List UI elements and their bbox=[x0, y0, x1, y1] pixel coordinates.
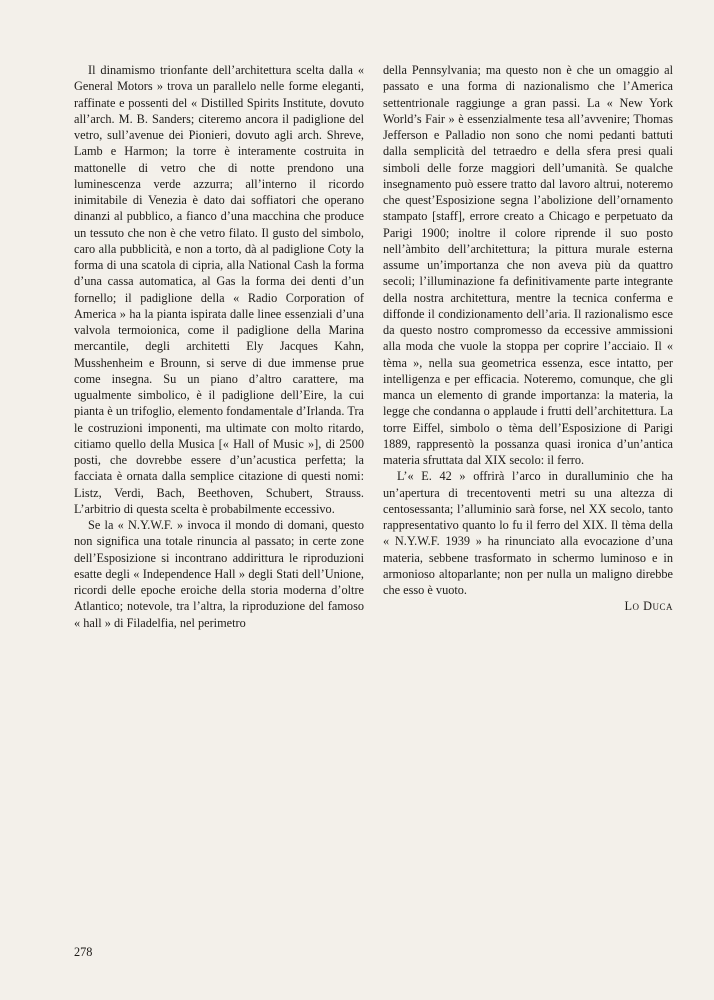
right-paragraph-1: della Pennsylvania; ma questo non è che un omaggio al passato e una forma di nazionalismo che l’America settentrionale raggiunge a gran passi. La « New York World’s Fair » è essenzialmente tesa all’avvenire; Thomas Jefferson e Palladio non sono che nomi pedanti battuti dalla semplicità del tetraedro e della sfera presi quali simboli delle forze maggiori dell’umanità. Se qualche insegnamento può essere tratto dal lavoro altrui, noteremo che quest’Esposizione segna l’abolizione dell’ornamento stampato [staff], errore creato a Chicago e perpetuato da Parigi 1900; inoltre il colore riprende il suo posto nell’àmbito dell’architettura; la pittura murale esterna assume un’importanza che non aveva più da quattro secoli; l’illuminazione fa definitivamente parte integrante della nostra architettura, mentre la tecnica conferma e diffonde il condizionamento dell’aria. Il razionalismo esce da questo nostro compromesso da eccessive ammissioni alla moda che vuole la stoppa per coprire l’acciaio. Il « tèma », nella sua geometrica essenza, esce intatto, per intelligenza e per efficacia. Noteremo, comunque, che gli manca un elemento di grande importanza: la materia, la legge che condanna o applaude i frutti dell’architettura. La torre Eiffel, simbolo o tèma dell’Esposizione di Parigi 1889, rappresentò la possanza quasi ironica d’un’antica materia sfruttata dal XIX secolo: il ferro. bbox=[383, 63, 673, 467]
left-paragraph-2: Se la « N.Y.W.F. » invoca il mondo di domani, questo non significa una totale rinuncia al passato; in certe zone dell’Esposizione si incontrano addirittura le riproduzioni esatte degli « Independence Hall » degli Stati dell’Unione, ricordi delle epoche eroiche della storia moderna d’oltre Atlantico; notevole, tra l’altra, la riproduzione del famoso « hall » di Filadelfia, nel perimetro bbox=[74, 518, 364, 630]
author-signature: Lo Duca bbox=[624, 599, 673, 614]
right-column bbox=[383, 62, 673, 615]
page-number: 278 bbox=[74, 945, 93, 959]
left-column bbox=[74, 62, 364, 631]
left-paragraph-1: Il dinamismo trionfante dell’architettura scelta dalla « General Motors » trova un parallelo nelle forme eleganti, raffinate e possenti del « Distilled Spirits Institute, dovuto all’arch. M. B. Sanders; citeremo ancora il padiglione del vetro, sull’avenue dei Pionieri, dovuto agli arch. Shreve, Lamb e Harmon; la torre è interamente costruita in mattonelle di vetro che di notte prendono una luminescenza verde azzurra; all’interno il ricordo inimitabile di Venezia è dato dai soffiatori che operano dinanzi al pubblico, a fianco d’una macchina che produce un tessuto che non è che vetro filato. Il gusto del simbolo, caro alla pubblicità, e non a torto, dà al padiglione Coty la forma di una scatola di cipria, alla National Cash la forma d’una cassa automatica, al Gas la forma dei denti d’un fornello; il padiglione della « Radio Corporation of America » ha la pianta ispirata dalle linee essenziali d’una valvola termoionica, come il padiglione della Marina mercantile, degli architetti Ely Jacques Kahn, Musshenheim e Brounn, si serve di due immense prue come insegna. Su un piano d’altro carattere, ma ugualmente simbolico, è il padiglione dell’Eire, la cui pianta è un trifoglio, elemento fondamentale d’Irlanda. Tra le costruzioni imponenti, ma ultimate con molto ritardo, citiamo quello della Musica [« Hall of Music »], di 2500 posti, che dovrebbe essere d’un’acustica perfetta; la facciata è ornata dalla semplice citazione di questi nomi: Listz, Verdi, Bach, Beethoven, Schubert, Strauss. L’arbitrio di questa scelta è probabilmente eccessivo. bbox=[74, 63, 364, 516]
right-paragraph-2: L’« E. 42 » offrirà l’arco in duralluminio che ha un’apertura di trecentoventi metri su una altezza di centosessanta; l’alluminio sarà forse, nel XX secolo, tanto rappresentativo quanto lo fu il ferro del XIX. Il tèma della « N.Y.W.F. 1939 » ha rinunciato alla evocazione d’una materia, sebbene trasformato in schermo luminoso e in armonioso altoparlante; non per nulla un maligno direbbe che esso è vuoto. bbox=[383, 469, 673, 597]
